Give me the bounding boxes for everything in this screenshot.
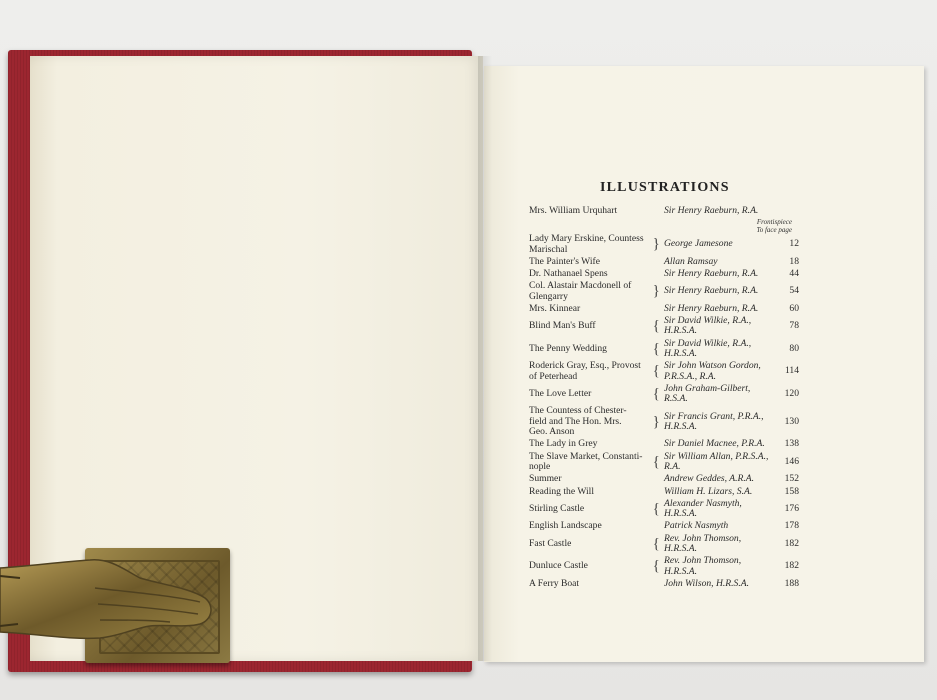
list-item	[529, 206, 799, 216]
artist: Sir David Wilkie, R.A., H.R.S.A.	[664, 315, 752, 337]
illustrations-list	[529, 206, 799, 591]
subject: Mrs. Kinnear	[529, 302, 581, 314]
page-number: 120	[784, 388, 799, 400]
artist: Patrick Nasmyth	[664, 520, 729, 532]
page-number: 44	[789, 268, 799, 280]
frontispiece-note: Frontispiece	[756, 218, 792, 227]
page-number: 54	[789, 285, 799, 297]
page-number: 178	[784, 520, 799, 532]
artist: William H. Lizars, S.A.	[664, 485, 753, 497]
list-item	[529, 499, 799, 520]
list-item	[529, 304, 799, 314]
artist: John Graham-Gilbert, R.S.A.	[664, 382, 751, 405]
artist: Andrew Geddes, A.R.A.	[664, 473, 755, 485]
subject: The Painter's Wife	[529, 255, 600, 267]
page-number: 182	[784, 537, 799, 549]
brace-icon: }	[652, 236, 660, 253]
page-number: 138	[784, 438, 799, 450]
page-number: 182	[784, 560, 799, 572]
artist: Sir Henry Raeburn, R.A.	[664, 302, 759, 314]
page-number: 60	[789, 302, 799, 314]
list-item	[529, 339, 799, 360]
subject: English Landscape	[529, 520, 602, 532]
book-gutter	[478, 56, 492, 661]
brace-icon: {	[652, 386, 660, 403]
artist: Sir Francis Grant, P.R.A., H.R.S.A.	[664, 410, 764, 433]
subject: Dr. Nathanael Spens	[529, 268, 608, 280]
list-item	[529, 406, 799, 437]
list-item	[529, 439, 799, 449]
brace-icon: {	[652, 340, 660, 357]
page-number: 12	[789, 238, 799, 250]
subject: Mrs. William Urquhart	[529, 205, 618, 216]
list-item	[529, 534, 799, 555]
subject: A Ferry Boat	[529, 577, 580, 589]
brace-icon: {	[652, 558, 660, 575]
brace-icon: {	[652, 453, 660, 470]
page-number: 130	[784, 415, 799, 427]
artist: George Jamesone	[664, 238, 733, 250]
list-item	[529, 316, 799, 337]
subject: Fast Castle	[529, 537, 572, 549]
page-heading: ILLUSTRATIONS	[600, 180, 730, 195]
brass-hand-icon	[0, 548, 240, 668]
subject: The Penny Wedding	[529, 342, 607, 354]
artist: Alexander Nasmyth, H.R.S.A.	[664, 497, 742, 520]
list-item	[529, 361, 799, 382]
artist: Sir Henry Raeburn, R.A.	[664, 205, 759, 216]
page-number: 80	[789, 342, 799, 354]
brace-icon: {	[652, 318, 660, 335]
brace-icon: {	[652, 363, 660, 380]
list-item	[529, 474, 799, 484]
page-number: 188	[784, 577, 799, 589]
subject: Col. Alastair Macdonell of Glengarry	[529, 280, 632, 302]
brace-icon: {	[652, 500, 660, 517]
brace-icon: }	[652, 283, 660, 300]
to-face-page-note: To face page	[756, 226, 792, 235]
subject: Summer	[529, 473, 562, 485]
subject: Reading the Will	[529, 485, 594, 497]
page-number: 152	[784, 473, 799, 485]
subject: The Love Letter	[529, 388, 592, 400]
subject: The Countess of Chester- field and The Hon. Mrs. Geo. Anson	[529, 405, 627, 438]
page-number: 158	[784, 485, 799, 497]
page-number: 114	[784, 365, 799, 377]
list-item	[529, 579, 799, 589]
artist: Allan Ramsay	[664, 255, 718, 267]
artist: Sir Daniel Macnee, P.R.A.	[664, 438, 765, 450]
artist: Sir John Watson Gordon, P.R.S.A., R.A.	[664, 360, 761, 382]
list-item	[529, 521, 799, 531]
subject: Roderick Gray, Esq., Provost of Peterhead	[529, 360, 641, 382]
artist: Sir Henry Raeburn, R.A.	[664, 285, 759, 297]
list-item	[529, 452, 799, 473]
page-number: 176	[784, 502, 799, 514]
subject: The Slave Market, Constanti- nople	[529, 450, 643, 473]
page-number: 146	[784, 455, 799, 467]
artist: Sir David Wilkie, R.A., H.R.S.A.	[664, 337, 752, 360]
list-item	[529, 487, 799, 497]
list-item	[529, 556, 799, 577]
list-item	[529, 384, 799, 405]
subject: Dunluce Castle	[529, 560, 588, 572]
artist: Sir Henry Raeburn, R.A.	[664, 268, 759, 280]
list-item	[529, 281, 799, 302]
subject: Blind Man's Buff	[529, 320, 596, 332]
artist: Rev. John Thomson, H.R.S.A.	[664, 555, 742, 577]
brace-icon: {	[652, 535, 660, 552]
page-number: 18	[789, 255, 799, 267]
brace-icon: }	[652, 413, 660, 430]
subject: Lady Mary Erskine, Countess Marischal	[529, 233, 644, 255]
list-item	[529, 269, 799, 279]
artist: Sir William Allan, P.R.S.A., R.A.	[664, 450, 769, 473]
artist: John Wilson, H.R.S.A.	[664, 577, 750, 589]
page-number: 78	[789, 320, 799, 332]
subject: The Lady in Grey	[529, 438, 598, 450]
list-item	[529, 257, 799, 267]
artist: Rev. John Thomson, H.R.S.A.	[664, 532, 742, 554]
list-item	[529, 234, 799, 255]
subject: Stirling Castle	[529, 502, 585, 514]
